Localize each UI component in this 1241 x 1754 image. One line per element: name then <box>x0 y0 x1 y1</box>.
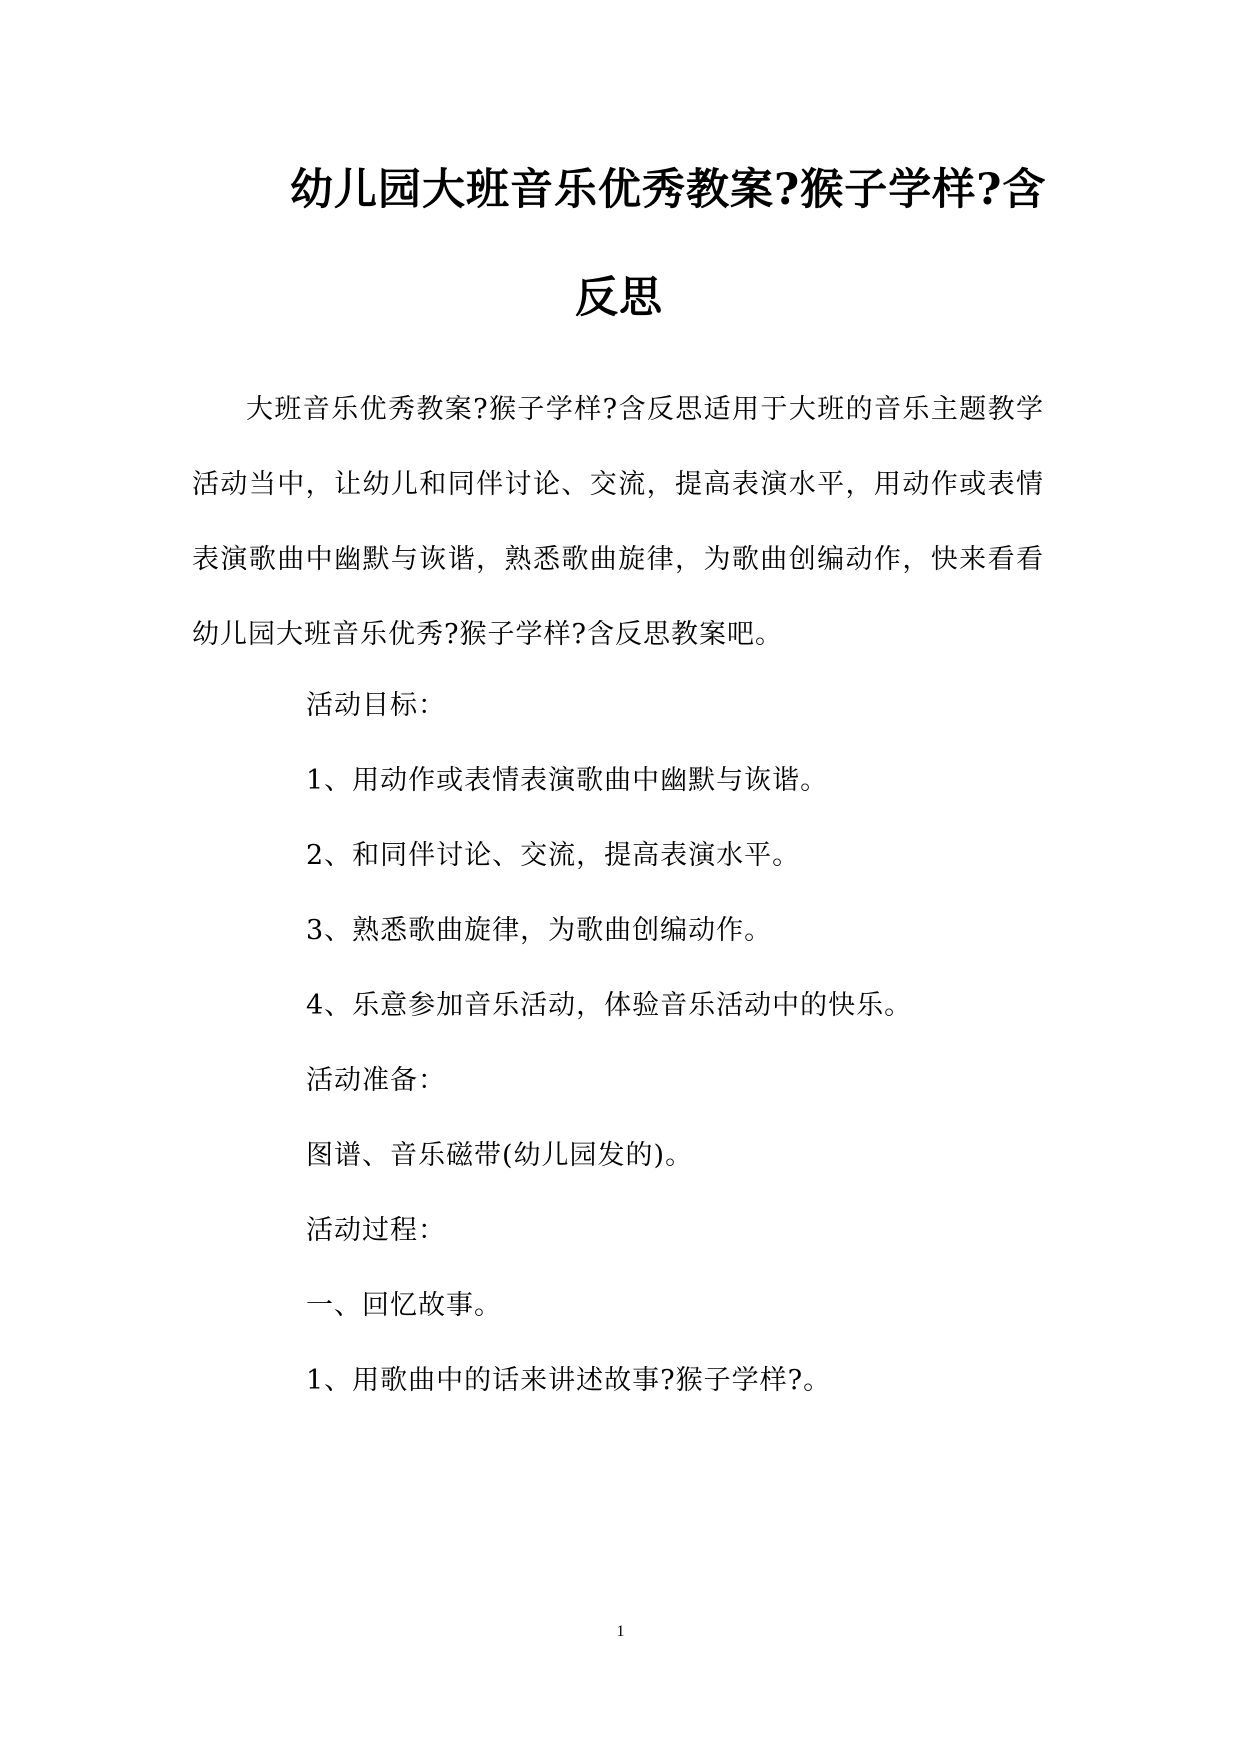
heading-activity-process: 活动过程： <box>306 1215 446 1246</box>
intro-paragraph: 大班音乐优秀教案?猴子学样?含反思适用于大班的音乐主题教学活动当中，让幼儿和同伴讨论、交流，提高表演水平，用动作或表情表演歌曲中幽默与诙谐，熟悉歌曲旋律，为歌曲创编动作，快来看看幼儿园大班音乐优秀?猴子学样?含反思教案吧。 <box>192 394 1044 650</box>
preparation-text: 图谱、音乐磁带(幼儿园发的)。 <box>306 1140 694 1171</box>
page-number: 1 <box>616 1623 625 1640</box>
goal-item-4: 4、乐意参加音乐活动，体验音乐活动中的快乐。 <box>306 990 913 1021</box>
document-title-line-1: 幼儿园大班音乐优秀教案?猴子学样?含 <box>290 165 1047 215</box>
goal-item-1: 1、用动作或表情表演歌曲中幽默与诙谐。 <box>306 765 829 796</box>
goal-item-2: 2、和同伴讨论、交流，提高表演水平。 <box>306 840 801 871</box>
document-title-line-2: 反思 <box>575 273 663 323</box>
heading-activity-goals: 活动目标： <box>306 690 446 721</box>
process-step-heading-1: 一、回忆故事。 <box>306 1290 502 1321</box>
heading-activity-preparation: 活动准备： <box>306 1065 446 1096</box>
process-step-item-1: 1、用歌曲中的话来讲述故事?猴子学样?。 <box>306 1365 832 1396</box>
goal-item-3: 3、熟悉歌曲旋律，为歌曲创编动作。 <box>306 915 773 946</box>
